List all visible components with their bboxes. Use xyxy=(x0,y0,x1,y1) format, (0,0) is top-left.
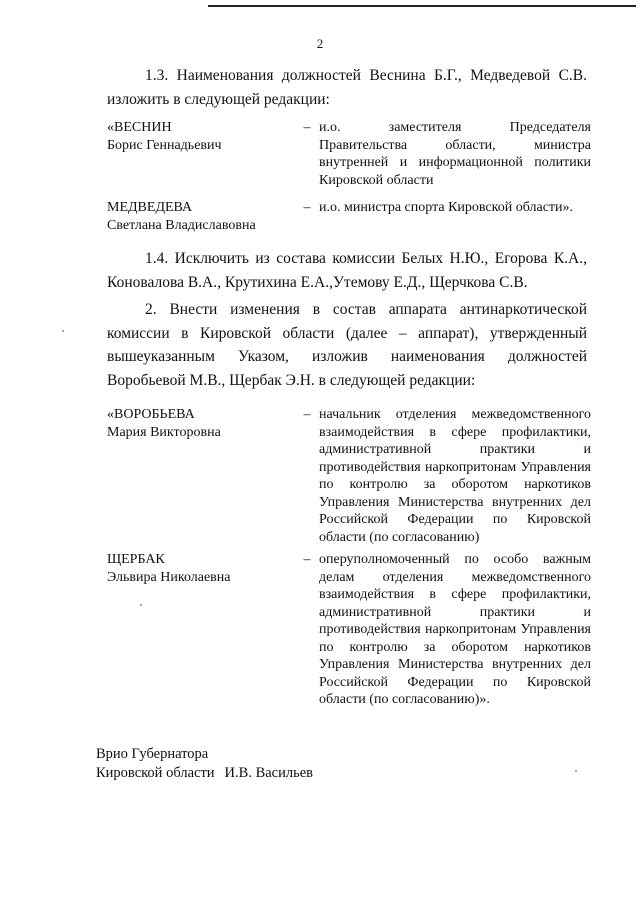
entry-description: и.о. министра спорта Кировской области». xyxy=(319,200,574,215)
paragraph-1-3: 1.3. Наименования должностей Веснина Б.Г., Медведевой С.В. изложить в следующей редакции: xyxy=(107,67,587,108)
entry-description: начальник отделения межведомственного взаимодействия в сфере профилактики, административной практики и противодействия наркопритонам Управления по контролю за оборотом наркотиков Управления Министерства внутренних дел Российской Федерации по Кировской области (по согласованию) xyxy=(319,407,591,545)
signature-block xyxy=(96,745,456,783)
entry-given-name: Мария Викторовна xyxy=(107,424,221,440)
entry-dash: – xyxy=(303,120,311,135)
entry-surname: «ВЕСНИН xyxy=(107,120,172,135)
entry-given-name: Борис Геннадьевич xyxy=(107,137,222,153)
scan-speck xyxy=(140,604,142,606)
signature-name: И.В. Васильев xyxy=(224,765,313,781)
entry-description: и.о. заместителя Председателя Правительства области, министра внутренней и информационной политики Кировской области xyxy=(319,120,591,188)
entry-description: оперуполномоченный по особо важным делам отделения межведомственного взаимодействия в сфере профилактики, административной практики и противодействия наркопритонам Управления по контролю за оборотом наркотиков Управления Министерства внутренних дел Российской Федерации по Кировской области (по согласованию)». xyxy=(319,552,591,707)
entry-surname: «ВОРОБЬЕВА xyxy=(107,407,195,422)
signature-title-line1: Врио Губернатора xyxy=(96,746,209,762)
entry-name xyxy=(107,199,307,234)
entry-surname: МЕДВЕДЕВА xyxy=(107,200,193,215)
page-number: 2 xyxy=(316,36,324,51)
signature-title-line2-wrap xyxy=(96,764,456,783)
entry-name xyxy=(107,551,307,586)
paragraph-1-4: 1.4. Исключить из состава комиссии Белых Н.Ю., Егорова К.А., Коновалова В.А., Крутихина Е.А.,Утемову Е.Д., Щерчкова С.В. xyxy=(107,250,587,291)
entry-dash: – xyxy=(303,200,311,215)
entry-surname: ЩЕРБАК xyxy=(107,552,165,567)
entry-given-name: Светлана Владиславовна xyxy=(107,217,256,233)
entry-dash: – xyxy=(303,552,311,567)
signature-title-line2: Кировской области xyxy=(96,765,215,781)
paragraph-2: 2. Внести изменения в состав аппарата антинаркотической комиссии в Кировской области (далее – аппарат), утвержденный вышеуказанным Указом, изложив наименования должностей Воробьевой М.В., Щербак Э.Н. в следующей редакции: xyxy=(107,301,587,389)
entry-given-name: Эльвира Николаевна xyxy=(107,569,231,585)
entry-name xyxy=(107,119,307,154)
top-border-line xyxy=(208,5,636,7)
scan-speck xyxy=(62,330,64,332)
scan-speck xyxy=(575,770,577,772)
entry-dash: – xyxy=(303,407,311,422)
entry-name xyxy=(107,406,307,441)
